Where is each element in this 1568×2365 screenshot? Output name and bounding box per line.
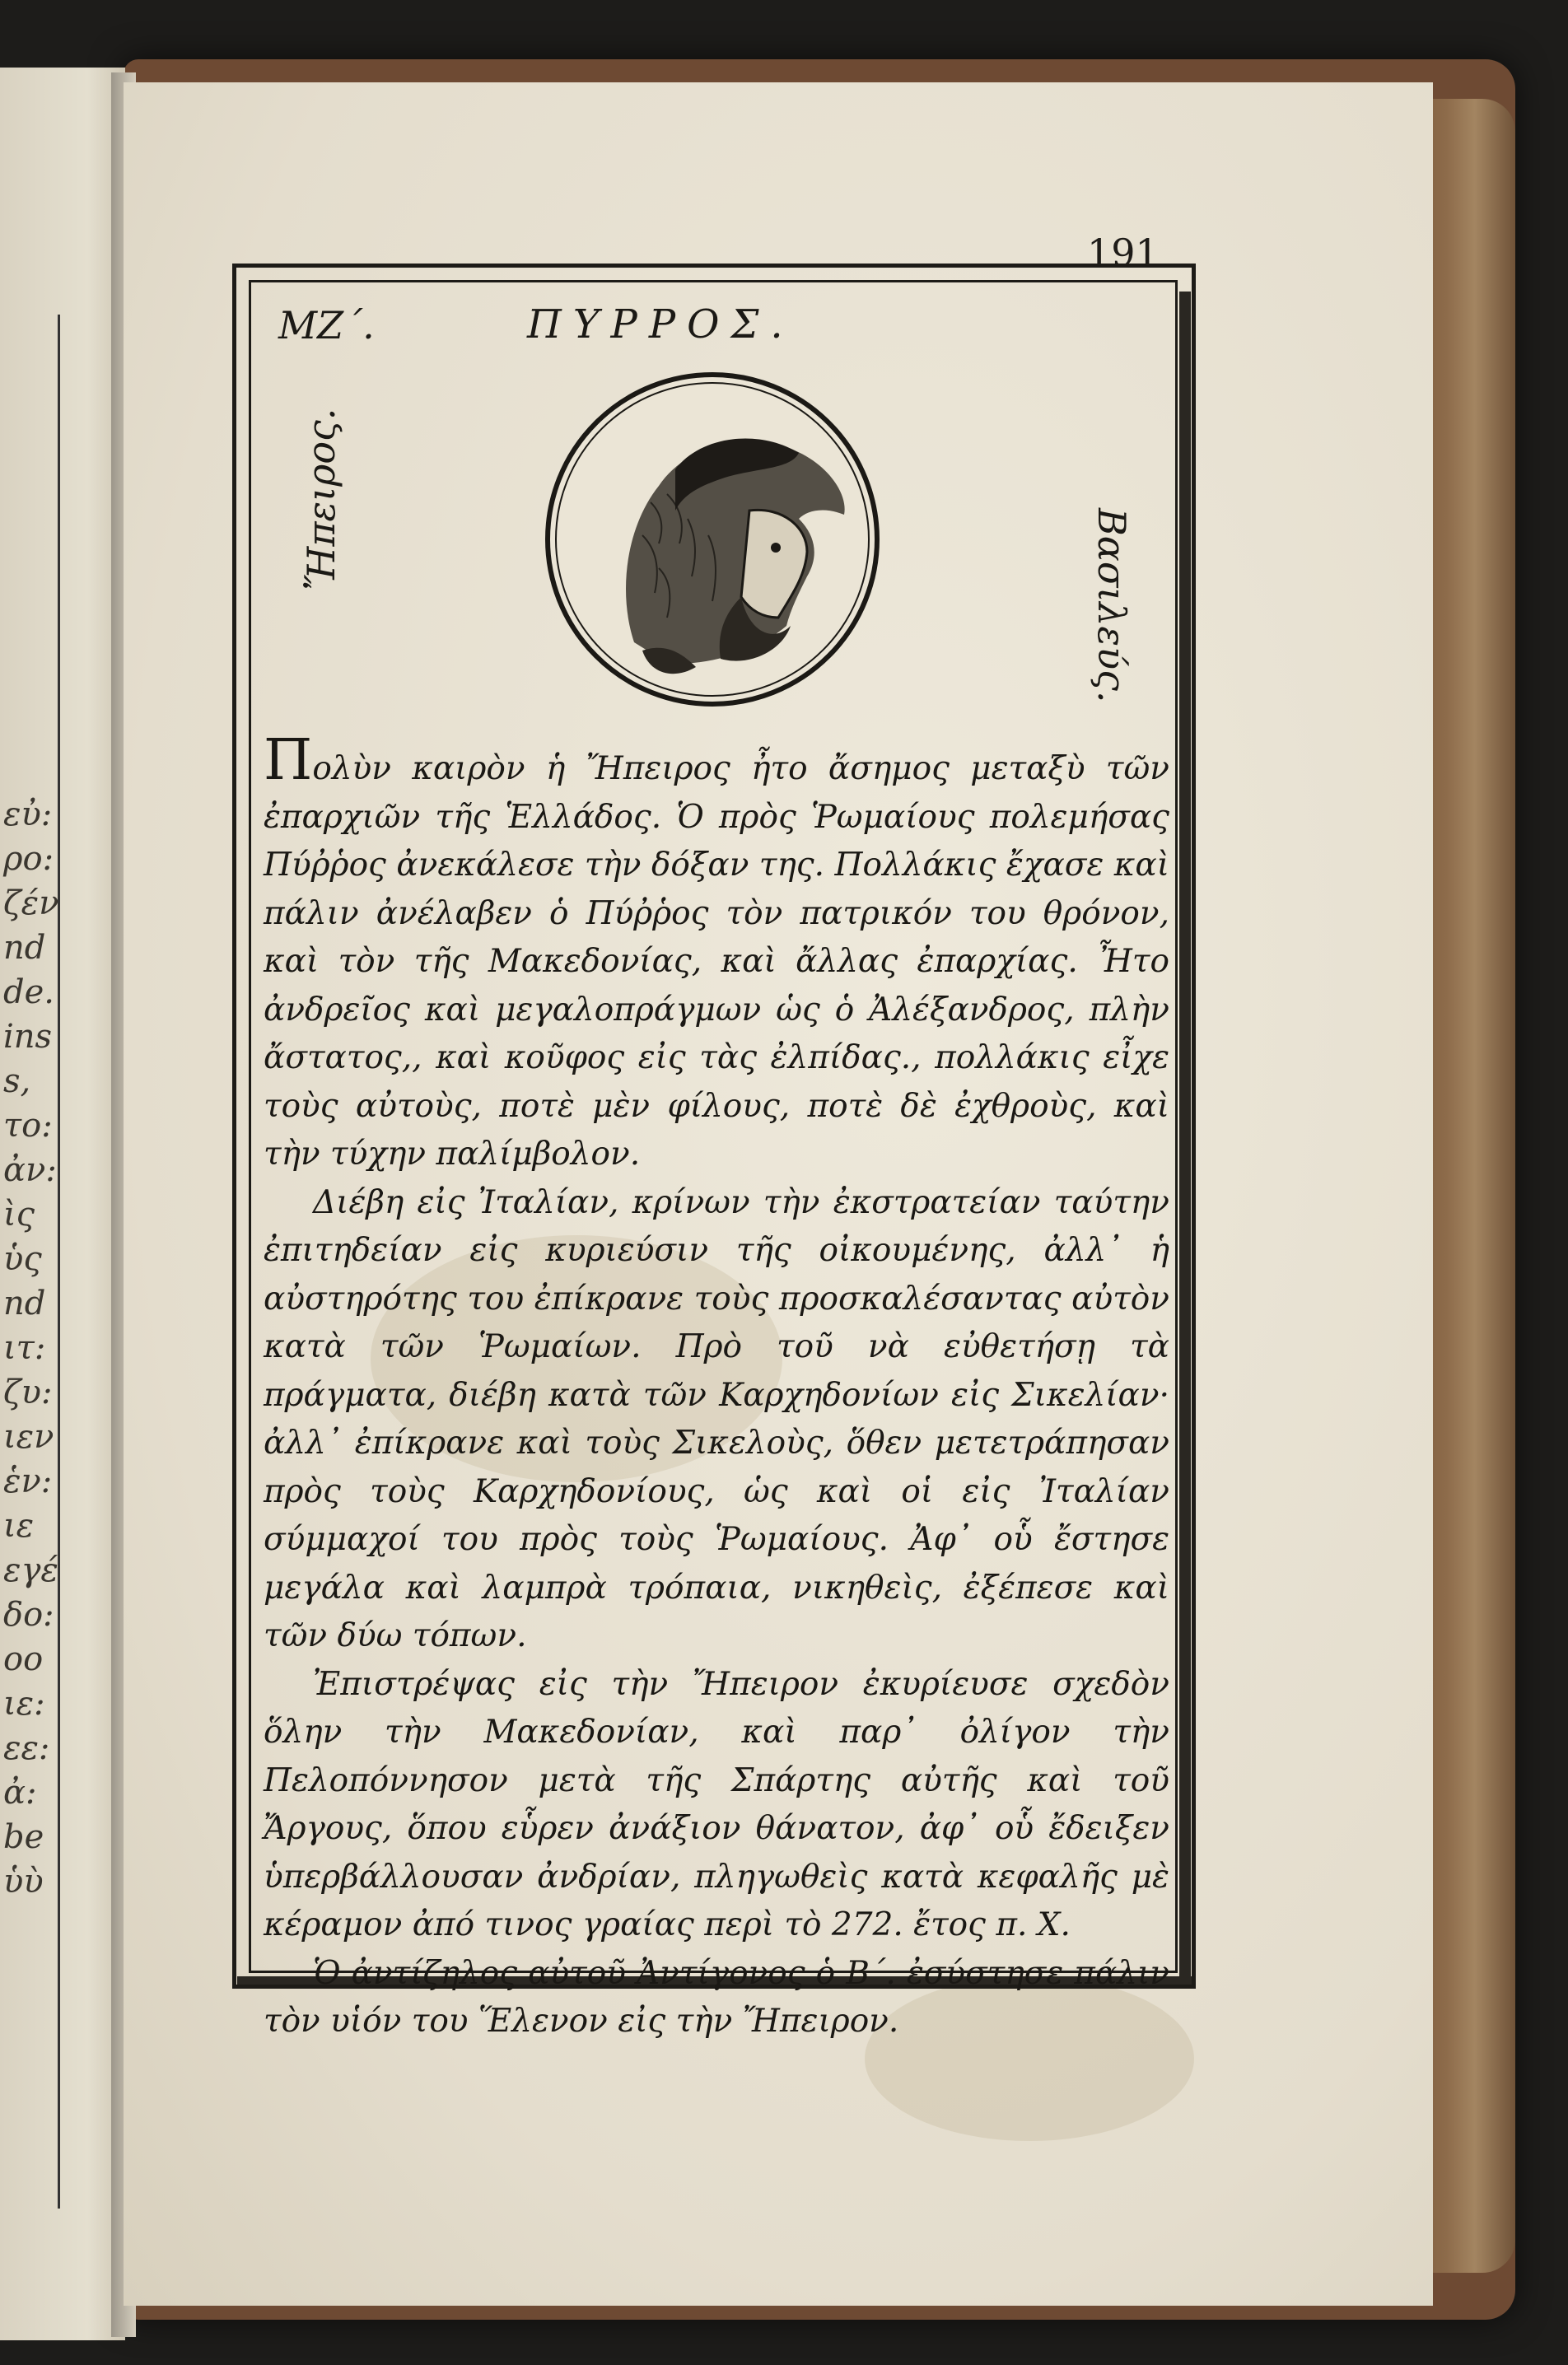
left-page-fragment: το: — [3, 1107, 53, 1145]
left-page-fragment: s, — [3, 1062, 31, 1100]
left-page-fragment: nd — [3, 1285, 46, 1322]
plate-body-text — [264, 728, 1169, 2046]
left-page-fragment: ἑν: — [3, 1462, 53, 1500]
left-page-fragment: ὑὺ — [3, 1863, 44, 1901]
left-page-fragment: δο: — [3, 1596, 54, 1634]
left-page-fragment: ἀ: — [3, 1774, 37, 1812]
left-page-text-fragments — [3, 792, 59, 1904]
left-page-fragment: be — [3, 1818, 44, 1856]
left-page-fragment: εγέ — [3, 1551, 58, 1589]
side-label-right: Βασιλεύς. — [1090, 508, 1134, 703]
left-page-fragment: de. — [3, 973, 54, 1011]
left-page-fragment: ζέν — [3, 884, 59, 922]
left-page-fragment: ιε: — [3, 1685, 45, 1723]
plate-title: ΠΥΡΡΟΣ. — [527, 301, 795, 348]
left-page-fragment: εὐ: — [3, 795, 53, 833]
page-number: 191 — [1087, 231, 1160, 275]
left-page-fragment: ιτ: — [3, 1329, 46, 1367]
left-page-fragment: εε: — [3, 1729, 50, 1767]
left-page-fragment: ιεν — [3, 1418, 54, 1456]
body-paragraph: Διέβη εἰς Ἰταλίαν, κρίνων τὴν ἐκστρατείαν ταύτην ἐπιτηδείαν εἰς κυριεύσιν τῆς οἰκουμένης, ἀλλ᾽ ἡ αὐστηρότης του ἐπίκρανε τοὺς προσκαλέσαντας αὐτὸν κατὰ τῶν Ῥωμαίων. Πρὸ τοῦ νὰ εὐθετήσῃ τὰ πράγματα, διέβη κατὰ τῶν Καρχηδονίων εἰς Σικελίαν· ἀλλ᾽ ἐπίκρανε καὶ τοὺς Σικελοὺς, ὅθεν μετετράπησαν πρὸς τοὺς Καρχηδονίους, ὡς καὶ οἱ εἰς Ἰταλίαν σύμμαχοί του πρὸς τοὺς Ῥωμαίους. Ἀφ᾽ οὗ ἔστησε μεγάλα καὶ λαμπρὰ τρόπαια, νικηθεὶς, ἐξέπεσε καὶ τῶν δύω τόπων. — [264, 1183, 1169, 1654]
left-page-fragment: ζυ: — [3, 1374, 53, 1411]
left-page-fragment: ιε — [3, 1507, 35, 1545]
left-page-fragment: ὑς — [3, 1240, 42, 1278]
left-page-fragment: ρο: — [3, 840, 54, 878]
side-label-left: Ἤπειρος. — [299, 408, 343, 590]
portrait-medallion-icon — [544, 371, 881, 708]
left-page-fragment: ins — [3, 1018, 53, 1056]
body-paragraph: Ὁ ἀντίζηλος αὐτοῦ Ἀντίγονος ὁ Β΄. ἐσύστησε πάλιν τὸν υἱόν του Ἕλενον εἰς τὴν Ἤπειρον. — [264, 1954, 1169, 2040]
body-paragraph: Πολὺν καιρὸν ἡ Ἤπειρος ἦτο ἄσημος μεταξὺ τῶν ἐπαρχιῶν τῆς Ἑλλάδος. Ὁ πρὸς Ῥωμαίους πολεμήσας Πύῤῥος ἀνεκάλεσε τὴν δόξαν της. Πολλάκις ἔχασε καὶ πάλιν ἀνέλαβεν ὁ Πύῤῥος τὸν πατρικόν του θρόνον, καὶ τὸν τῆς Μακεδονίας, καὶ ἄλλας ἐπαρχίας. Ἦτο ἀνδρεῖος καὶ μεγαλοπράγμων ὡς ὁ Ἀλέξανδρος, πλὴν ἄστατος,, καὶ κοῦφος εἰς τὰς ἐλπίδας., πολλάκις εἶχε τοὺς αὐτοὺς, ποτὲ μὲν φίλους, ποτὲ δὲ ἐχθροὺς, καὶ τὴν τύχην παλίμβολον. — [264, 728, 1169, 1173]
body-paragraph: Ἐπιστρέψας εἰς τὴν Ἤπειρον ἐκυρίευσε σχεδὸν ὅλην τὴν Μακεδονίαν, καὶ παρ᾽ ὀλίγον τὴν Πελοπόννησον μετὰ τῆς Σπάρτης αὐτῆς καὶ τοῦ Ἄργους, ὅπου εὗρεν ἀνάξιον θάνατον, ἀφ᾽ οὗ ἔδειξεν ὑπερβάλλουσαν ἀνδρίαν, πληγωθεὶς κατὰ κεφαλῆς μὲ κέραμον ἀπό τινος γραίας περὶ τὸ 272. ἔτος π. Χ. — [264, 1665, 1169, 1943]
left-page-fragment: ἀν: — [3, 1151, 57, 1189]
left-page-fragment: ὶς — [3, 1196, 35, 1234]
left-page-fragment: οο — [3, 1640, 44, 1678]
left-page — [0, 68, 125, 2340]
plate-number: ΜΖ΄. — [278, 303, 375, 348]
left-page-fragment: nd — [3, 929, 46, 967]
